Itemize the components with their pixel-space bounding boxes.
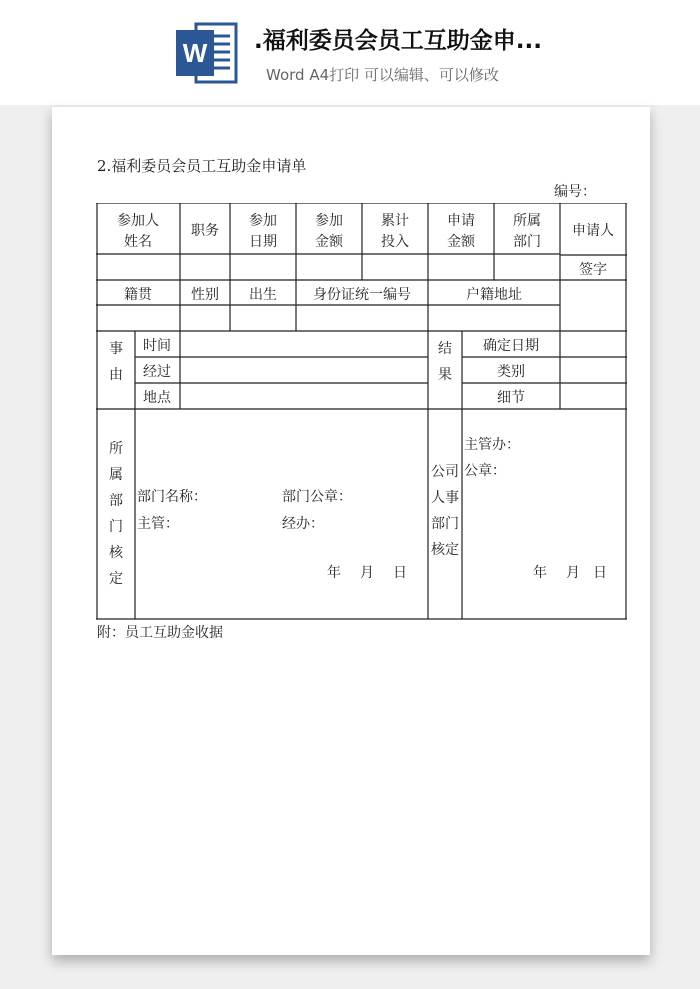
dept-seal-field: 部门公章： [282, 489, 352, 505]
word-icon [176, 20, 238, 86]
company-supervisor-field: 主管办： [464, 437, 520, 453]
dept-label-4: 门 [109, 519, 123, 535]
result-field-category: 类别 [497, 364, 525, 380]
company-date-year: 年 [533, 565, 547, 581]
page-subtitle: Word A4打印 可以编辑、可以修改 [266, 66, 499, 84]
reason-field-place: 地点 [143, 390, 171, 406]
document-footnote: 附：员工互助金收据 [97, 625, 223, 641]
document-title: 2.福利委员会员工互助金申请单 [97, 157, 307, 175]
col-header-applicant: 申请人 [572, 223, 614, 239]
dept-label-5: 核 [109, 545, 123, 561]
col-header-dept-2: 部门 [513, 234, 541, 250]
company-label-1: 公司 [431, 464, 459, 480]
result-field-date: 确定日期 [483, 338, 539, 354]
dept-name-field: 部门名称： [137, 489, 207, 505]
col-header-join-2: 日期 [249, 234, 277, 250]
col-header-amount-2: 金额 [315, 234, 343, 250]
dept-handler-field: 经办： [282, 516, 324, 532]
dept-date-day: 日 [393, 565, 407, 581]
reason-field-process: 经过 [143, 364, 171, 380]
dept-supervisor-field: 主管： [137, 516, 179, 532]
col-header-join-1: 参加 [249, 213, 277, 229]
company-seal-field: 公章： [464, 463, 506, 479]
dept-label-2: 属 [109, 467, 123, 483]
company-label-3: 部门 [431, 516, 459, 532]
col-header-total-1: 累计 [381, 213, 409, 229]
reason-label-1: 事 [109, 341, 123, 357]
document-number-label: 编号： [554, 184, 596, 200]
col-header-amount-1: 参加 [315, 213, 343, 229]
col-header-apply-1: 申请 [447, 213, 475, 229]
result-field-detail: 细节 [497, 390, 525, 406]
label-household-address: 户籍地址 [466, 287, 522, 303]
application-form-table [96, 203, 628, 621]
result-label-1: 结 [438, 341, 452, 357]
label-id-number: 身份证统一编号 [313, 287, 411, 303]
col-header-participant-1: 参加人 [117, 213, 159, 229]
reason-field-time: 时间 [143, 338, 171, 354]
result-label-2: 果 [438, 367, 452, 383]
col-header-signature: 签字 [579, 262, 607, 278]
company-date-day: 日 [593, 565, 607, 581]
company-date-month: 月 [566, 565, 580, 581]
col-header-participant-2: 姓名 [124, 234, 152, 250]
company-label-4: 核定 [431, 542, 459, 558]
svg-text:W: W [182, 38, 208, 68]
col-header-total-2: 投入 [381, 234, 409, 250]
page-header [0, 0, 700, 105]
company-label-2: 人事 [431, 490, 459, 506]
dept-date-year: 年 [327, 565, 341, 581]
document-page [52, 107, 650, 955]
dept-label-1: 所 [109, 441, 123, 457]
label-gender: 性别 [191, 287, 219, 303]
col-header-position: 职务 [191, 223, 219, 239]
reason-label-2: 由 [109, 367, 123, 383]
col-header-apply-2: 金额 [447, 234, 475, 250]
label-birth: 出生 [249, 287, 277, 303]
col-header-dept-1: 所属 [513, 213, 541, 229]
dept-date-month: 月 [360, 565, 374, 581]
dept-label-3: 部 [109, 493, 123, 509]
dept-label-6: 定 [109, 571, 123, 587]
label-native-place: 籍贯 [124, 287, 152, 303]
page-title: .福利委员会员工互助金申... [254, 28, 542, 54]
